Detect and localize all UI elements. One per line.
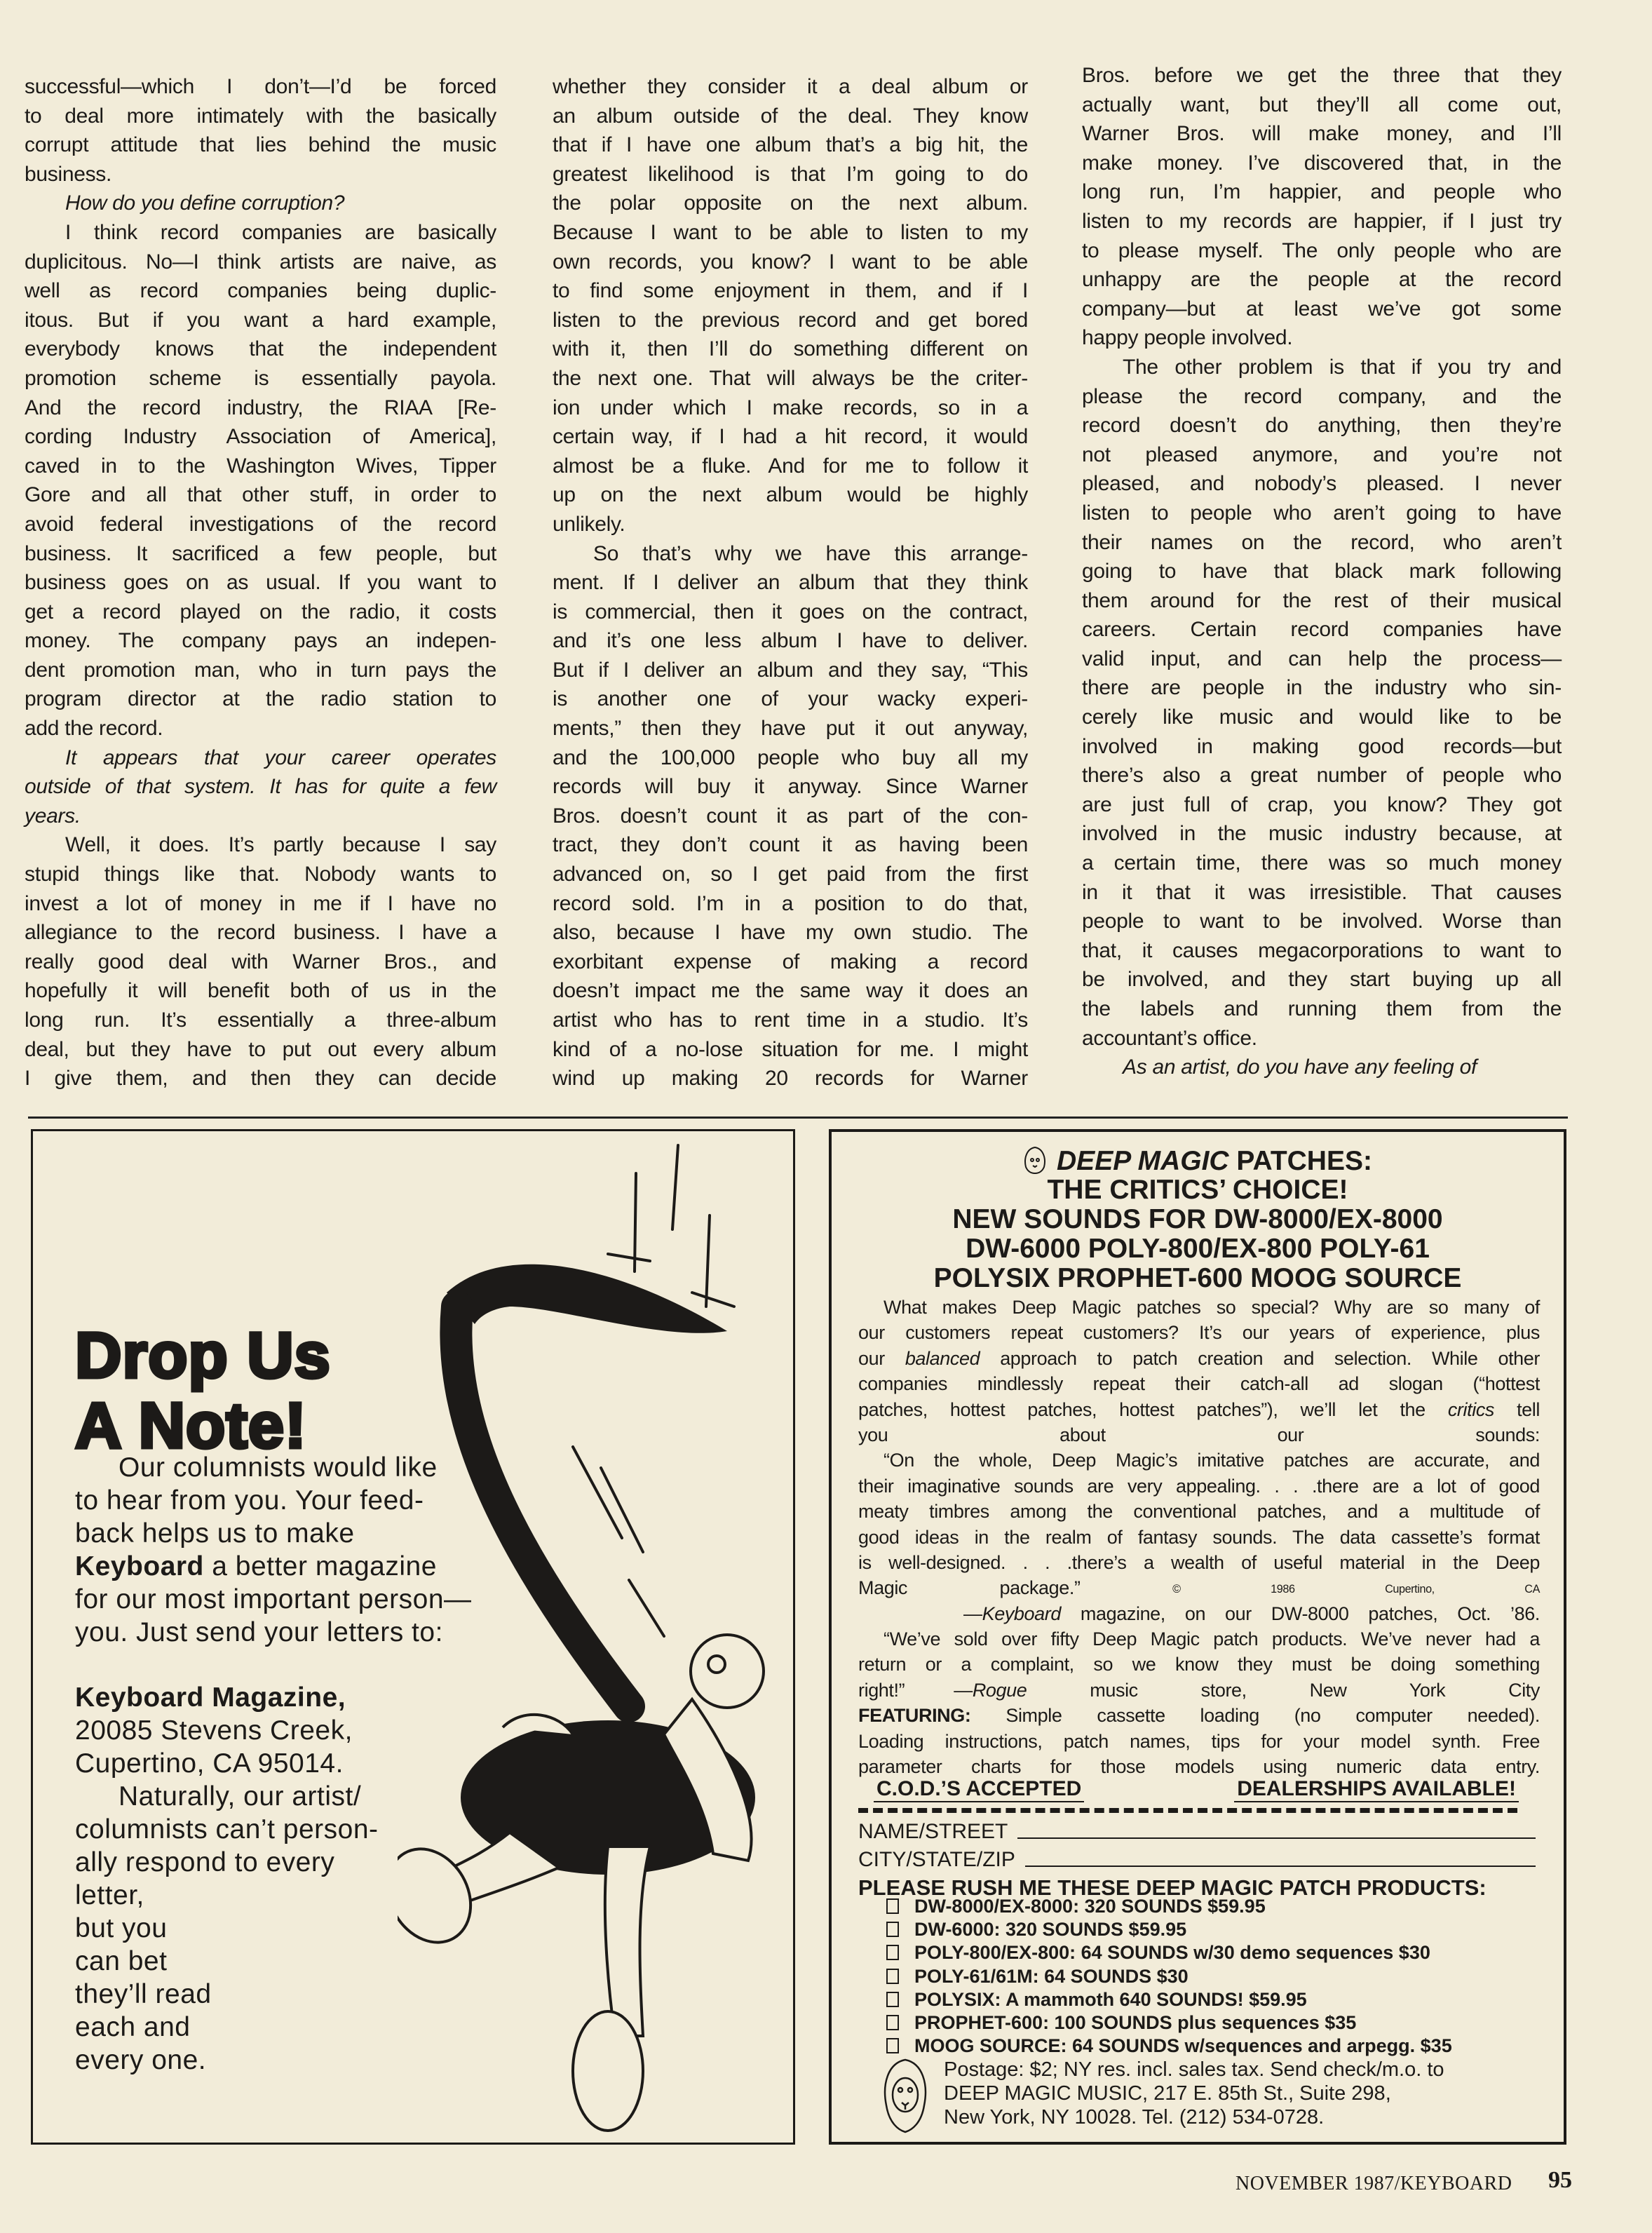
text-line: cerely like music and would like to be <box>1082 706 1562 729</box>
text-segment: back helps us to make <box>75 1518 355 1549</box>
text-segment: good ideas in the realm of fantasy sounds. The data cassette’s format <box>858 1526 1540 1548</box>
text-line: The other problem is that if you try and <box>1123 355 1562 379</box>
product-label: PROPHET-600: 100 SOUNDS plus sequences $35 <box>914 2011 1357 2033</box>
text-segment: you about our sounds: <box>858 1424 1540 1445</box>
lion-head-icon <box>881 2056 930 2133</box>
text-segment: POLYSIX PROPHET-600 MOOG SOURCE <box>933 1263 1462 1293</box>
text-segment: for our most important person— <box>75 1584 472 1614</box>
text-segment: is well-designed. . . .there’s a wealth of useful material in the Deep <box>858 1551 1540 1573</box>
text-line: deal, but they have to put out every album <box>25 1037 496 1061</box>
city-state-zip-field <box>858 1846 1536 1874</box>
text-line: Gore and all that other stuff, in order to <box>25 483 496 507</box>
text-segment: our customers repeat customers? It’s our years of experience, plus <box>858 1322 1540 1344</box>
drop-us-a-note-ad <box>31 1129 795 2145</box>
text-line: doesn’t impact me the same way it does an <box>553 979 1028 1003</box>
text-line: actually want, but they’ll all come out, <box>1082 93 1562 116</box>
issue-label: NOVEMBER 1987/KEYBOARD <box>1235 2173 1512 2194</box>
text-line: Bros. before we get the three that they <box>1082 64 1562 87</box>
text-line: program director at the radio station to <box>25 687 496 711</box>
article-column-3 <box>1082 61 1562 1082</box>
checkbox-icon <box>886 2015 899 2030</box>
text-segment: Keyboard Magazine, <box>75 1682 346 1713</box>
text-line: company—but at least we’ve got some <box>1082 297 1562 321</box>
text-line: with it, then I’ll do something different on <box>553 337 1028 361</box>
text-line: greatest likelihood is that I’m going to do <box>553 162 1028 186</box>
text-line: whether they consider it a deal album or <box>553 75 1028 98</box>
ordering-info-line: Postage: $2; NY res. incl. sales tax. Send check/m.o. to <box>944 2058 1444 2081</box>
name-street-blank <box>1017 1818 1536 1839</box>
cod-accepted-label: C.O.D.’S ACCEPTED <box>874 1777 1084 1802</box>
text-segment: — <box>954 1679 973 1701</box>
text-line: be involved, and they start buying up all <box>1082 968 1562 992</box>
text-segment: right!” <box>858 1679 905 1701</box>
city-state-zip-label: CITY/STATE/ZIP <box>858 1848 1015 1871</box>
article-column-2 <box>553 72 1028 1093</box>
text-line: allegiance to the record business. I have a <box>25 921 496 945</box>
text-segment: Magic package.” <box>858 1577 1173 1599</box>
text-line: Because I want to be able to listen to my <box>553 220 1028 244</box>
text-line: involved in the music industry because, at <box>1082 822 1562 846</box>
text-segment: Cupertino, CA 95014. <box>75 1748 344 1779</box>
name-street-field <box>858 1818 1536 1846</box>
text-segment: Loading instructions, patch names, tips for your model synth. Free <box>858 1730 1540 1752</box>
product-label: DW-8000/EX-8000: 320 SOUNDS $59.95 <box>914 1896 1266 1917</box>
text-segment: Simple cassette loading (no computer needed). <box>970 1705 1540 1727</box>
text-segment: patches, hottest patches, hottest patches”), we’ll let the <box>858 1398 1448 1420</box>
text-line <box>858 1295 1540 1320</box>
text-segment: Rogue <box>972 1679 1027 1701</box>
text-line: there’s also a great number of people who <box>1082 764 1562 788</box>
ordering-info-line: DEEP MAGIC MUSIC, 217 E. 85th St., Suite 298, <box>944 2082 1391 2105</box>
text-segment: columnists can’t person- <box>75 1814 379 1844</box>
text-line: add the record. <box>25 717 163 741</box>
text-line <box>858 1499 1540 1524</box>
text-line <box>858 1346 1540 1371</box>
text-line: artist who has to rent time in a studio. It’s <box>553 1008 1028 1032</box>
text-line: also, because I have my own studio. The <box>553 921 1028 945</box>
text-line: to please myself. The only people who are <box>1082 238 1562 262</box>
text-line: almost be a fluke. And for me to follow it <box>553 454 1028 478</box>
product-item <box>886 2035 1452 2058</box>
text-line: tract, they don’t count it as having been <box>553 833 1028 857</box>
text-line <box>858 1703 1540 1728</box>
text-line: caved in to the Washington Wives, Tipper <box>25 454 496 478</box>
text-line: business goes on as usual. If you want to <box>25 571 496 595</box>
text-segment: each and <box>75 2012 191 2042</box>
text-line: in it that it was irresistible. That causes <box>1082 880 1562 904</box>
product-label: MOOG SOURCE: 64 SOUNDS w/sequences and arpegg. $35 <box>914 2035 1452 2057</box>
text-segment: music store, New York City <box>1027 1679 1540 1701</box>
text-segment: NEW SOUNDS FOR DW-8000/EX-8000 <box>952 1204 1443 1234</box>
text-segment: tell <box>1494 1398 1540 1420</box>
text-line: an album outside of the deal. They know <box>553 104 1028 128</box>
text-line: unlikely. <box>553 512 625 536</box>
text-segment: balanced <box>905 1347 980 1369</box>
checkbox-icon <box>886 1992 899 2007</box>
product-label: DW-6000: 320 SOUNDS $59.95 <box>914 1919 1187 1941</box>
checkbox-icon <box>886 2038 899 2053</box>
text-line: listen to my records are happier, if I just try <box>1082 209 1562 233</box>
text-segment: return or a complaint, so we know they must be doing something <box>858 1654 1540 1675</box>
text-segment: THE CRITICS’ CHOICE! <box>1047 1175 1348 1205</box>
text-line <box>832 1205 1564 1234</box>
ad-header <box>832 1146 1564 1293</box>
page-number: 95 <box>1548 2167 1572 2193</box>
text-line: careers. Certain record companies have <box>1082 618 1562 642</box>
ad-offers <box>874 1777 1519 1802</box>
text-line: and it’s one less album I have to deliver. <box>553 629 1028 653</box>
text-segment: Naturally, our artist/ <box>119 1781 362 1812</box>
text-line: record sold. I’m in a position to do that, <box>553 891 1028 915</box>
text-segment: to hear from you. Your feed- <box>75 1485 424 1516</box>
text-line: going to have that black mark following <box>1082 560 1562 583</box>
text-line: I give them, and then they can decide <box>25 1067 496 1091</box>
text-segment: letter, <box>75 1880 144 1910</box>
text-line <box>858 1320 1540 1345</box>
text-line: listen to people who aren’t going to have <box>1082 501 1562 525</box>
text-line: long run, I’m happier, and people who <box>1082 180 1562 204</box>
text-line: wind up making 20 records for Warner <box>553 1067 1028 1091</box>
text-line <box>858 1422 1540 1448</box>
text-segment: © 1986 Cupertino, CA <box>1172 1583 1540 1596</box>
text-line: to deal more intimately with the basically <box>25 104 496 128</box>
text-line <box>858 1729 1540 1754</box>
text-line: advanced on, so I get paid from the first <box>553 863 1028 886</box>
text-line: Bros. doesn’t count it as part of the con- <box>553 804 1028 828</box>
text-line: accountant’s office. <box>1082 1026 1257 1050</box>
text-line: everybody knows that the independent <box>25 337 496 361</box>
product-label: POLYSIX: A mammoth 640 SOUNDS! $59.95 <box>914 1988 1307 2010</box>
text-segment: parameter charts for those models using numeric data entry. <box>858 1756 1540 1778</box>
text-line: the labels and running them from the <box>1082 997 1562 1020</box>
text-line <box>858 1525 1540 1550</box>
text-line: records will buy it anyway. Since Warner <box>553 775 1028 799</box>
text-line: ion under which I make records, so in a <box>553 396 1028 419</box>
text-line: dent promotion man, who in turn pays the <box>25 658 496 682</box>
text-line: invest a lot of money in me if I have no <box>25 891 496 915</box>
text-segment: critics <box>1447 1398 1495 1420</box>
text-line: duplicitous. No—I think artists are naive, as <box>25 250 496 274</box>
text-line: are just full of crap, you know? They got <box>1082 792 1562 816</box>
text-line: avoid federal investigations of the record <box>25 512 496 536</box>
text-line: that, it causes megacorporations to want to <box>1082 938 1562 962</box>
text-line: that if I have one album that’s a big hit, the <box>553 133 1028 157</box>
article-column-1 <box>25 72 496 1093</box>
text-line: not pleased anymore, and you’re not <box>1082 443 1562 466</box>
text-line: there are people in the industry who sin- <box>1082 676 1562 700</box>
text-line: well as record companies being duplic- <box>25 279 496 303</box>
text-line: itous. But if you want a hard example, <box>25 308 496 332</box>
product-item <box>886 1965 1452 1988</box>
text-line <box>858 1652 1540 1677</box>
text-line: long run. It’s essentially a three-album <box>25 1008 496 1032</box>
text-line: really good deal with Warner Bros., and <box>25 950 496 973</box>
name-street-label: NAME/STREET <box>858 1820 1008 1843</box>
city-state-zip-blank <box>1025 1846 1536 1867</box>
text-line: please the record company, and the <box>1082 384 1562 408</box>
text-line <box>858 1626 1540 1652</box>
text-line: How do you define corruption? <box>65 191 345 215</box>
text-line: get a record played on the radio, it costs <box>25 600 496 623</box>
text-line <box>858 1473 1540 1499</box>
text-line: and the 100,000 people who buy all my <box>553 746 1028 769</box>
product-item <box>886 1941 1452 1964</box>
ordering-info-line: New York, NY 10028. Tel. (212) 534-0728. <box>944 2106 1325 2129</box>
text-segment: approach to patch creation and selection. While other <box>980 1347 1540 1369</box>
text-line: ment. If I deliver an album that they think <box>553 571 1028 595</box>
text-segment: they’ll read <box>75 1979 212 2009</box>
text-line: own records, you know? I want to be able <box>553 250 1028 274</box>
text-segment: What makes Deep Magic patches so special? Why are so many of <box>883 1297 1540 1318</box>
text-segment: Keyboard <box>982 1603 1061 1624</box>
text-segment: — <box>963 1603 982 1624</box>
text-line: corrupt attitude that lies behind the music <box>25 133 496 157</box>
text-line <box>858 1754 1540 1779</box>
text-segment: our <box>858 1347 905 1369</box>
product-item <box>886 1988 1452 2011</box>
text-line <box>858 1575 1540 1600</box>
checkbox-icon <box>886 1898 899 1914</box>
text-line: valid input, and can help the process— <box>1082 647 1562 670</box>
text-line: years. <box>25 804 81 828</box>
text-line: people to want to be involved. Worse than <box>1082 910 1562 933</box>
checkbox-icon <box>886 1922 899 1937</box>
text-segment: but you <box>75 1913 168 1943</box>
order-coupon <box>858 1818 1536 1902</box>
text-line: up on the next album would be highly <box>553 483 1028 507</box>
lion-head-icon <box>1023 1146 1047 1174</box>
text-line: is another one of your wacky experi- <box>553 687 1028 711</box>
text-line: kind of a no-lose situation for me. I might <box>553 1037 1028 1061</box>
text-segment: can bet <box>75 1946 168 1976</box>
product-item <box>886 2011 1452 2035</box>
text-line: stupid things like that. Nobody wants to <box>25 863 496 886</box>
text-line: It appears that your career operates <box>65 746 496 769</box>
text-line: promotion scheme is essentially payola. <box>25 366 496 390</box>
text-line: successful—which I don’t—I’d be forced <box>25 75 496 98</box>
text-line: ments,” then they have put it out anyway, <box>553 717 1028 741</box>
text-line <box>832 1146 1564 1175</box>
text-line: outside of that system. It has for quite a few <box>25 775 496 799</box>
text-line: happy people involved. <box>1082 326 1293 350</box>
text-line: the next one. That will always be the criter- <box>553 366 1028 390</box>
text-line: And the record industry, the RIAA [Re- <box>25 396 496 419</box>
text-line: But if I deliver an album and they say, “This <box>553 658 1028 682</box>
text-line: certain way, if I had a hit record, it would <box>553 425 1028 449</box>
musical-note-illustration <box>398 1131 797 2144</box>
text-segment: ally respond to every <box>75 1847 335 1877</box>
text-line: Warner Bros. will make money, and I’ll <box>1082 122 1562 146</box>
text-line: is commercial, then it goes on the contract, <box>553 600 1028 623</box>
text-line: to find some enjoyment in them, and if I <box>553 279 1028 303</box>
text-line <box>832 1234 1564 1264</box>
product-list <box>886 1895 1452 2058</box>
text-line <box>858 1601 1540 1626</box>
section-divider <box>28 1116 1568 1119</box>
text-line: record doesn’t do anything, then they’re <box>1082 414 1562 438</box>
text-segment: you. Just send your letters to: <box>75 1617 443 1647</box>
text-segment: FEATURING: <box>858 1705 971 1727</box>
text-line: pleased, and nobody’s pleased. I never <box>1082 472 1562 496</box>
deep-magic-patches-ad <box>829 1129 1566 2145</box>
product-item <box>886 1895 1452 1918</box>
text-segment: magazine, on our DW-8000 patches, Oct. ’86. <box>1061 1603 1540 1624</box>
text-line: involved in making good records—but <box>1082 734 1562 758</box>
text-line: So that’s why we have this arrange- <box>593 541 1028 565</box>
text-line: money. The company pays an indepen- <box>25 629 496 653</box>
text-segment: “We’ve sold over fifty Deep Magic patch products. We’ve never had a <box>883 1628 1540 1650</box>
text-line <box>858 1550 1540 1575</box>
text-line: listen to the previous record and get bored <box>553 308 1028 332</box>
text-segment: Keyboard <box>75 1551 204 1581</box>
dealerships-available-label: DEALERSHIPS AVAILABLE! <box>1234 1777 1519 1802</box>
ad-headline-line-2: A Note! <box>75 1390 307 1462</box>
text-line <box>858 1678 1540 1703</box>
text-segment: companies mindlessly repeat their catch-all ad slogan (“hottest <box>858 1373 1540 1395</box>
text-line: exorbitant expense of making a record <box>553 950 1028 973</box>
ad-body-text <box>858 1295 1540 1779</box>
text-line <box>832 1175 1564 1205</box>
text-segment: Our columnists would like <box>119 1452 438 1483</box>
checkbox-icon <box>886 1969 899 1984</box>
text-line <box>832 1264 1564 1293</box>
text-line: their names on the record, who aren’t <box>1082 530 1562 554</box>
text-segment: 20085 Stevens Creek, <box>75 1715 353 1746</box>
text-segment: DEEP MAGIC <box>1057 1146 1229 1176</box>
text-line: As an artist, do you have any feeling of <box>1123 1055 1477 1079</box>
checkbox-icon <box>886 1945 899 1960</box>
product-label: POLY-800/EX-800: 64 SOUNDS w/30 demo sequences $30 <box>914 1942 1430 1964</box>
text-line: I think record companies are basically <box>65 220 496 244</box>
text-line: make money. I’ve discovered that, in the <box>1082 151 1562 175</box>
text-segment: PATCHES: <box>1228 1146 1372 1176</box>
text-line: them around for the rest of their musical <box>1082 588 1562 612</box>
text-segment: DW-6000 POLY-800/EX-800 POLY-61 <box>966 1234 1430 1264</box>
text-line <box>858 1397 1540 1422</box>
text-segment: a better magazine <box>203 1551 437 1581</box>
ad-headline-line-1: Drop Us <box>75 1320 331 1391</box>
text-line: business. It sacrificed a few people, but <box>25 541 496 565</box>
product-label: POLY-61/61M: 64 SOUNDS $30 <box>914 1965 1189 1987</box>
text-line: hopefully it will benefit both of us in the <box>25 979 496 1003</box>
text-segment: every one. <box>75 2045 207 2075</box>
text-line: business. <box>25 162 112 186</box>
text-line: the polar opposite on the next album. <box>553 191 1028 215</box>
text-line: cording Industry Association of America], <box>25 425 496 449</box>
text-segment: their imaginative sounds are very appealing. . . .there are a lot of good <box>858 1475 1540 1497</box>
ordering-info <box>944 2058 1444 2129</box>
text-line: Well, it does. It’s partly because I say <box>65 833 496 857</box>
text-line <box>858 1448 1540 1473</box>
text-line <box>858 1371 1540 1396</box>
coupon-cut-line <box>858 1808 1517 1813</box>
text-segment: “On the whole, Deep Magic’s imitative patches are accurate, and <box>883 1450 1540 1471</box>
text-line: a certain time, there was so much money <box>1082 851 1562 875</box>
text-line: unhappy are the people at the record <box>1082 268 1562 292</box>
product-item <box>886 1918 1452 1941</box>
order-heading: PLEASE RUSH ME THESE DEEP MAGIC PATCH PRODUCTS: <box>858 1875 1487 1900</box>
text-segment: meaty timbres among the conventional patches, and a multitude of <box>858 1501 1540 1523</box>
